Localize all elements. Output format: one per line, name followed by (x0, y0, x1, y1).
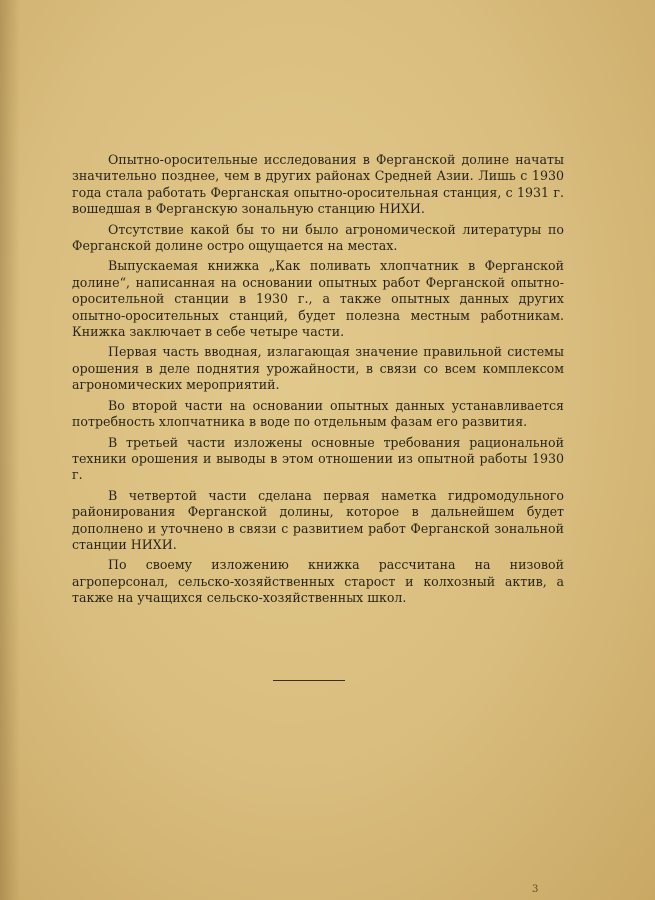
page-number: 3 (532, 884, 539, 895)
paragraph: В четвертой части сделана первая наметка гидромодульного районирования Ферганской долины, которое в дальнейшем будет дополнено и уточнено в связи с развитием работ Ферганской зональной станции НИХИ. (72, 487, 564, 552)
preface-text (72, 152, 564, 611)
paragraph: В третьей части изложены основные требования рациональной техники орошения и выводы в этом отношении из опытной работы 1930 г. (72, 434, 564, 483)
paragraph: Опытно-оросительные исследования в Ферганской долине начаты значительно позднее, чем в других районах Средней Азии. Лишь с 1930 года стала работать Ферганская опытно-оросительная станция, с 1931 г. вошедшая в Ферганскую зональную станцию НИХИ. (72, 152, 564, 217)
paragraph: Во второй части на основании опытных данных устанавливается потребность хлопчатника в воде по отдельным фазам его развития. (72, 397, 564, 430)
paragraph: Первая часть вводная, излагающая значение правильной системы орошения в деле поднятия урожайности, в связи со всем комплексом агрономических мероприятий. (72, 344, 564, 393)
section-divider (273, 680, 345, 681)
paragraph: Выпускаемая книжка „Как поливать хлопчатник в Ферганской долине“, написанная на основании опытных работ Ферганской опытно-оросительной станции в 1930 г., а также опытных данных других опытно-оросительных станций, будет полезна местным работникам. Книжка заключает в себе четыре части. (72, 258, 564, 340)
paragraph: По своему изложению книжка рассчитана на низовой агроперсонал, сельско-хозяйственных старост и колхозный актив, а также на учащихся сельско-хозяйственных школ. (72, 557, 564, 606)
paragraph: Отсутствие какой бы то ни было агрономической литературы по Ферганской долине остро ощущается на местах. (72, 221, 564, 254)
page-edge-shadow (0, 0, 20, 900)
